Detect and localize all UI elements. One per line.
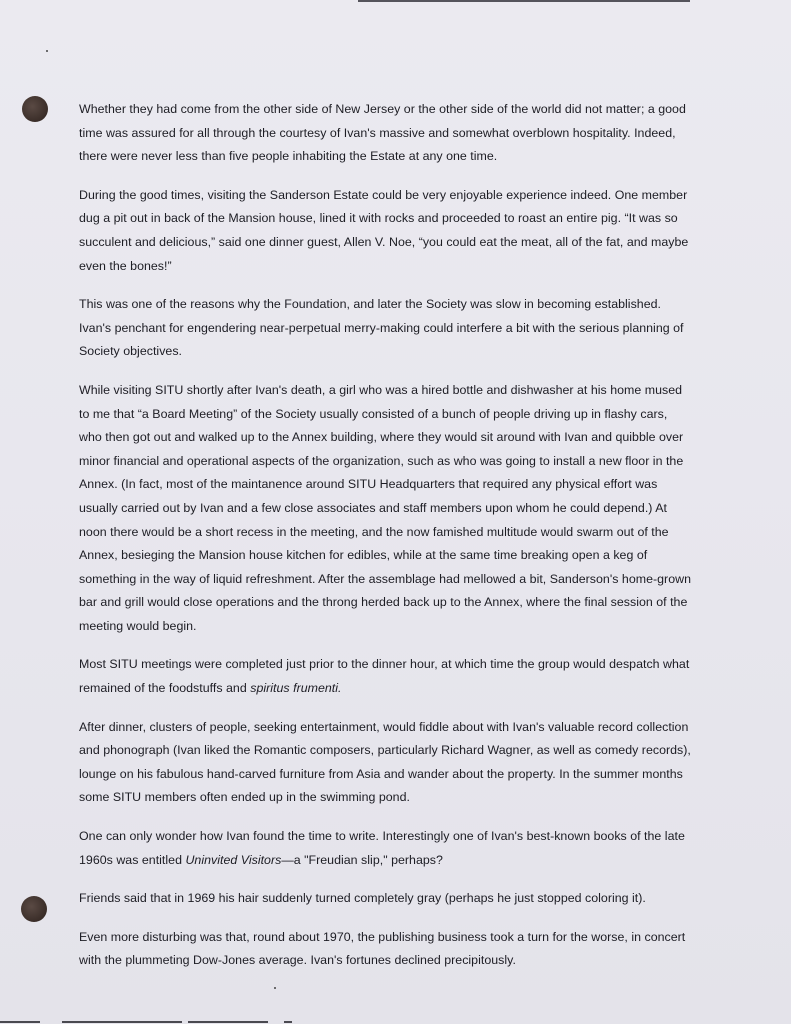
bottom-rule (188, 1021, 268, 1023)
top-rule (358, 0, 690, 2)
paragraph (79, 379, 691, 639)
speck (46, 50, 48, 52)
punch-hole (21, 896, 47, 922)
document-body (79, 98, 691, 988)
paragraph-text: Friends said that in 1969 his hair suddenly turned completely gray (perhaps he just stopped coloring it). (79, 891, 646, 906)
italic-text: spiritus frumenti. (250, 681, 342, 696)
paragraph-text: During the good times, visiting the Sanderson Estate could be very enjoyable experience indeed. One member dug a pit out in back of the Mansion house, lined it with rocks and proceeded to roast an entire pig. “It was so succulent and delicious,” said one dinner guest, Allen V. Noe, “you could eat the meat, all of the fat, and maybe even the bones!” (79, 187, 689, 273)
bottom-rule (62, 1021, 182, 1023)
italic-text: Uninvited Visitors (185, 852, 282, 867)
bottom-rule (284, 1021, 292, 1023)
paragraph-text: Even more disturbing was that, round about 1970, the publishing business took a turn for the worse, in concert with the plummeting Dow-Jones average. Ivan's fortunes declined precipitously. (79, 929, 686, 968)
paragraph-text: This was one of the reasons why the Foundation, and later the Society was slow in becoming established. Ivan's penchant for engendering near-perpetual merry-making could interfere a bit with the serious planning of Society objectives. (79, 297, 684, 359)
paragraph (79, 653, 691, 700)
paragraph-text: After dinner, clusters of people, seeking entertainment, would fiddle about with Ivan's valuable record collection and phonograph (Ivan liked the Romantic composers, particularly Richard Wagner, as well as comedy records), lounge on his fabulous hand-carved furniture from Asia and wander about the property. In the summer months some SITU members often ended up in the swimming pond. (79, 719, 691, 805)
paragraph (79, 184, 691, 278)
paragraph (79, 98, 691, 169)
bottom-rule (0, 1021, 40, 1023)
paragraph (79, 293, 691, 364)
paragraph (79, 716, 691, 810)
paragraph-text: Most SITU meetings were completed just prior to the dinner hour, at which time the group would despatch what remained of the foodstuffs and (79, 657, 690, 696)
paragraph-text: One can only wonder how Ivan found the time to write. Interestingly one of Ivan's best-known books of the late 1960s was entitled (79, 829, 685, 867)
paragraph-text: —a "Freudian slip," perhaps? (281, 852, 443, 867)
paragraph (79, 926, 691, 973)
paragraph (79, 887, 691, 911)
paragraph-text: Whether they had come from the other side of New Jersey or the other side of the world did not matter; a good time was assured for all through the courtesy of Ivan's massive and somewhat overblown hospitality. Indeed, there were never less than five people inhabiting the Estate at any one time. (79, 102, 686, 164)
paragraph (79, 825, 691, 872)
punch-hole (22, 96, 48, 122)
paragraph-text: While visiting SITU shortly after Ivan's death, a girl who was a hired bottle and dishwasher at his home mused to me that “a Board Meeting” of the Society usually consisted of a bunch of people driving up in flashy cars, who then got out and walked up to the Annex building, where they would sit around with Ivan and quibble over minor financial and operational aspects of the organization, such as who was going to install a new floor in the Annex. (In fact, most of the maintanence around SITU Headquarters that required any physical effort was usually carried out by Ivan and a few close associates and staff members upon whom he could depend.) At noon there would be a short recess in the meeting, and the now famished multitude would swarm out of the Annex, besieging the Mansion house kitchen for edibles, while at the same time breaking open a keg of something in the way of liquid refreshment. After the assemblage had mellowed a bit, Sanderson's home-grown bar and grill would close operations and the throng herded back up to the Annex, where the final session of the meeting would begin. (79, 382, 691, 633)
